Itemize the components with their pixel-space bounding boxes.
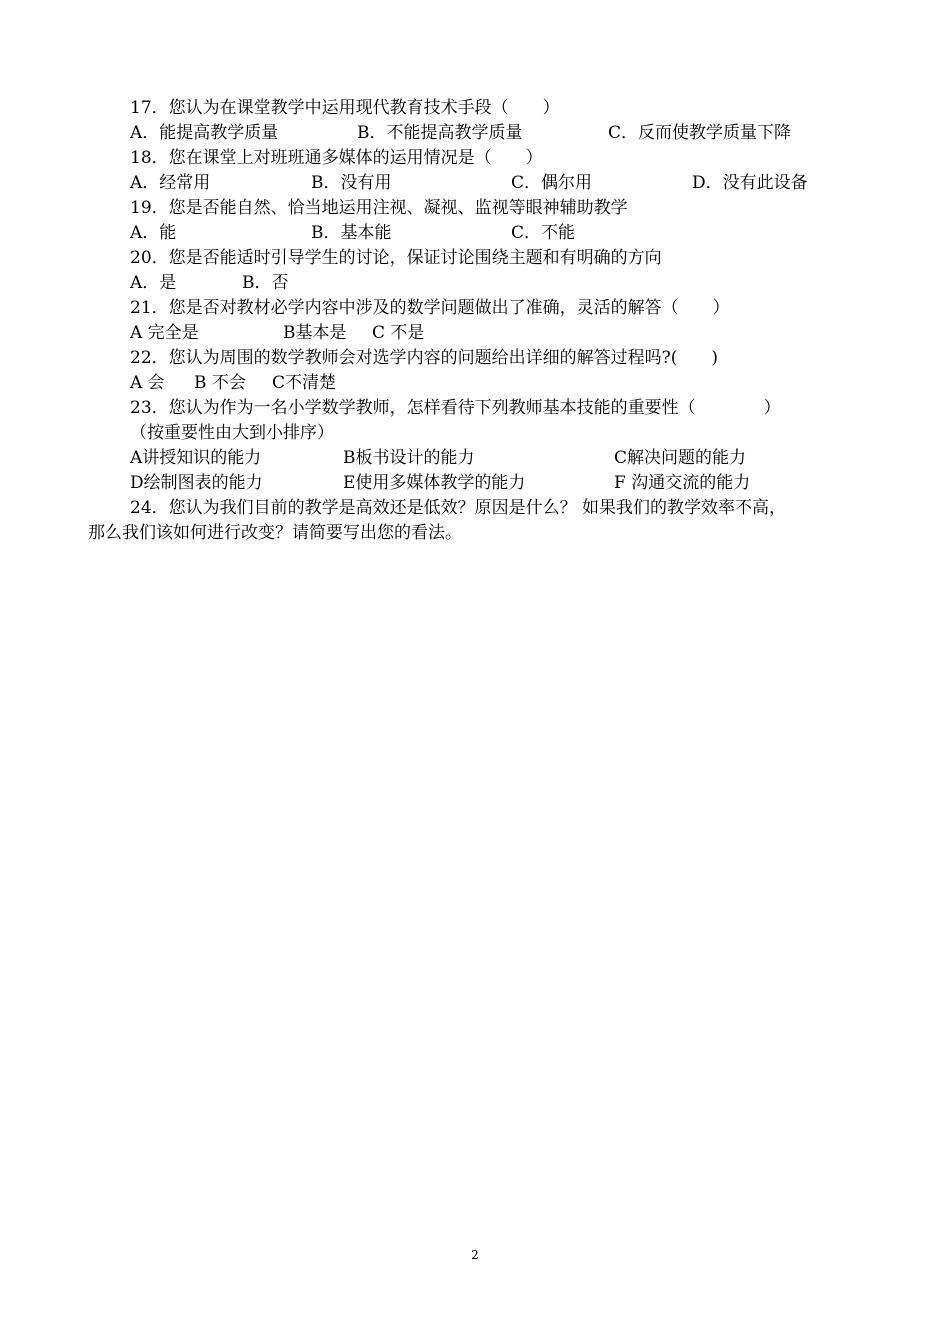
q23-option-e: E使用多媒体教学的能力 [343, 473, 526, 493]
question-23-note: （按重要性由大到小排序） [130, 423, 334, 443]
q17-option-b: B．不能提高教学质量 [357, 123, 523, 143]
q23-option-c: C解决问题的能力 [614, 448, 747, 468]
q18-option-a: A．经常用 [130, 173, 211, 193]
question-24-line-1: 24．您认为我们目前的教学是高效还是低效？原因是什么？ 如果我们的教学效率不高， [130, 498, 787, 518]
q19-option-b: B．基本能 [311, 223, 392, 243]
question-17: 17．您认为在课堂教学中运用现代教育技术手段（ ） [130, 98, 560, 118]
q18-option-b: B．没有用 [311, 173, 392, 193]
q23-option-d: D绘制图表的能力 [130, 473, 263, 493]
q18-option-d: D．没有此设备 [692, 173, 808, 193]
page-number: 2 [471, 1248, 479, 1262]
q23-option-a: A讲授知识的能力 [130, 448, 262, 468]
question-21: 21．您是否对教材必学内容中涉及的数学问题做出了准确，灵活的解答（ ） [130, 298, 730, 318]
q22-option-c: C不清楚 [272, 373, 337, 393]
q22-option-b: B 不会 [194, 373, 246, 393]
q23-option-b: B板书设计的能力 [343, 448, 475, 468]
question-19: 19．您是否能自然、恰当地运用注视、凝视、监视等眼神辅助教学 [130, 198, 628, 218]
q18-option-c: C．偶尔用 [511, 173, 593, 193]
question-24-line-2: 那么我们该如何进行改变？请简要写出您的看法。 [88, 523, 462, 543]
q17-option-c: C．反而使教学质量下降 [608, 123, 792, 143]
question-20: 20．您是否能适时引导学生的讨论，保证讨论围绕主题和有明确的方向 [130, 248, 662, 268]
q21-option-a: A 完全是 [130, 323, 199, 343]
q17-option-a: A．能提高教学质量 [130, 123, 279, 143]
question-18: 18．您在课堂上对班班通多媒体的运用情况是（ ） [130, 148, 543, 168]
q21-option-b: B基本是 [283, 323, 347, 343]
question-22: 22．您认为周围的数学教师会对选学内容的问题给出详细的解答过程吗?( ) [130, 348, 719, 368]
q19-option-c: C．不能 [511, 223, 576, 243]
q21-option-c: C 不是 [372, 323, 425, 343]
q20-option-b: B．否 [242, 273, 289, 293]
q20-option-a: A．是 [130, 273, 177, 293]
question-23: 23．您认为作为一名小学数学教师，怎样看待下列教师基本技能的重要性（ ） [130, 398, 781, 418]
q19-option-a: A．能 [130, 223, 177, 243]
q23-option-f: F 沟通交流的能力 [614, 473, 751, 493]
q22-option-a: A 会 [130, 373, 165, 393]
